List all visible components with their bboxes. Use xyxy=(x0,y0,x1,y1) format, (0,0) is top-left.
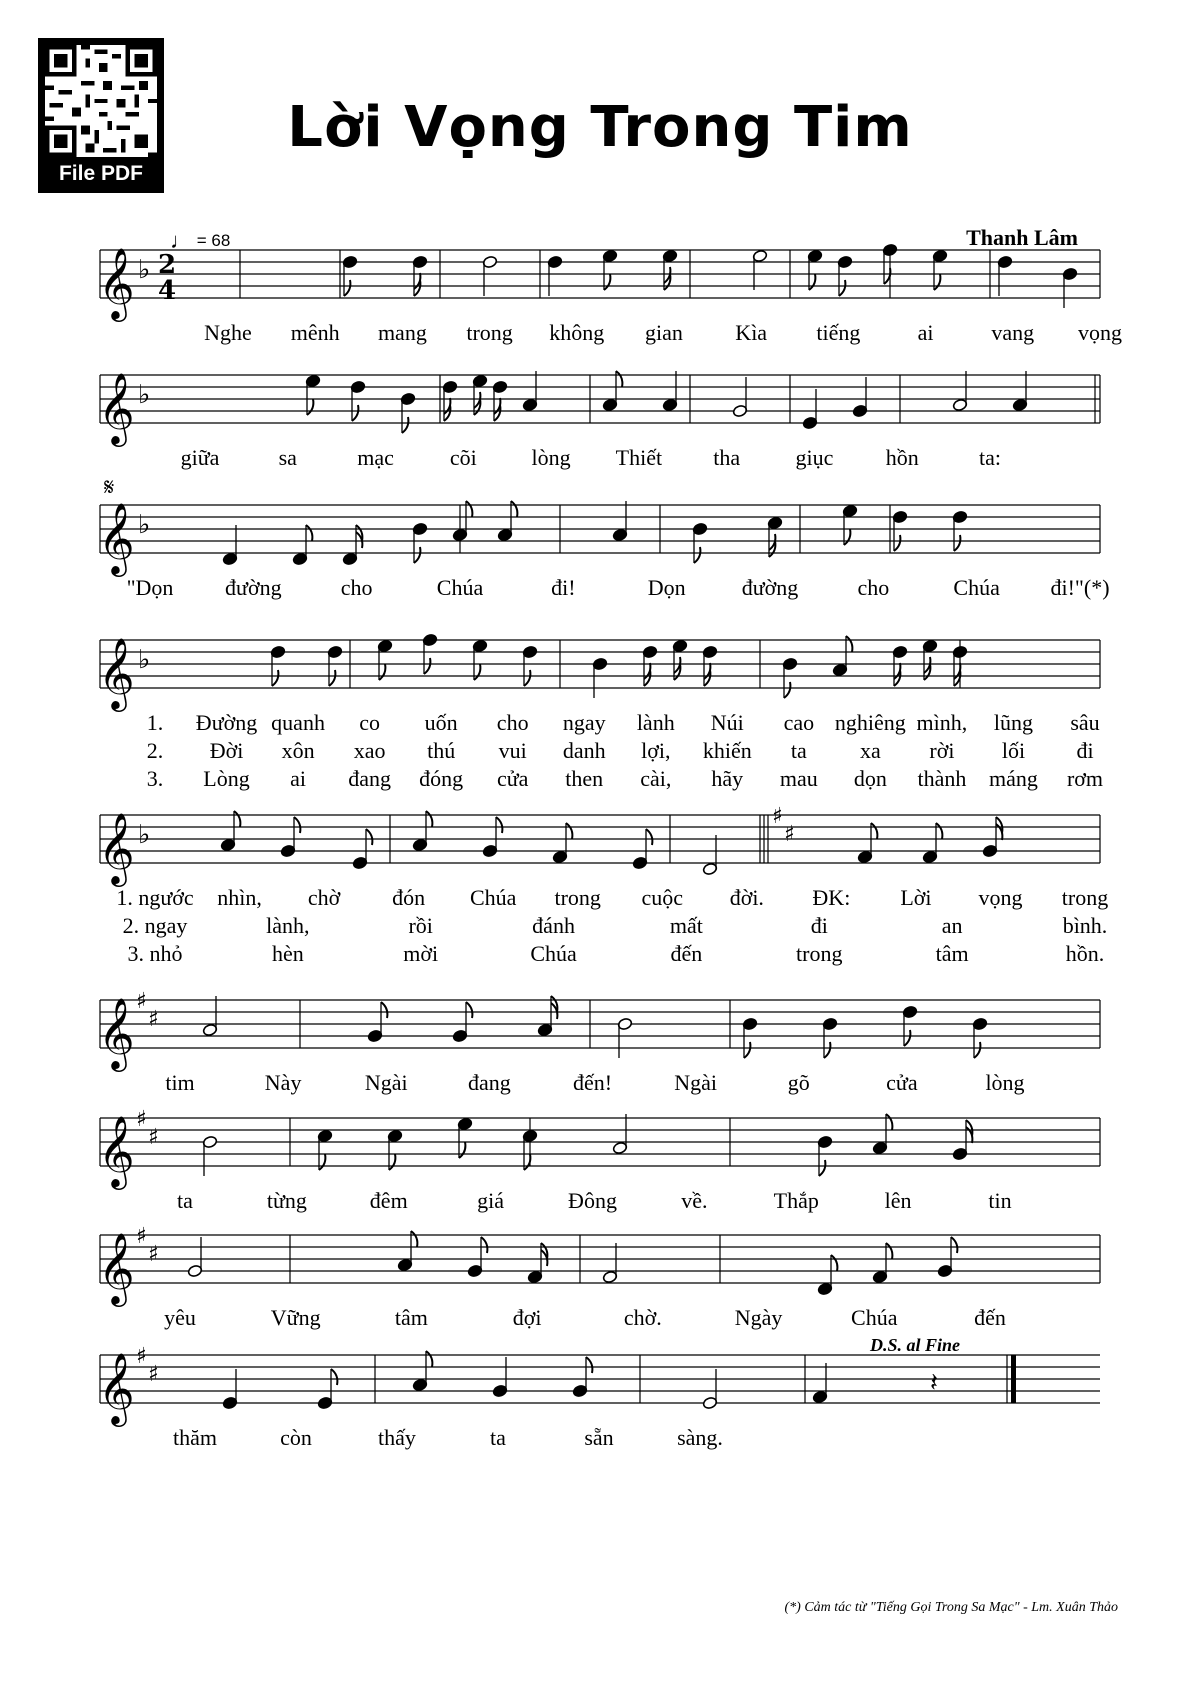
lyric-syllable: quanh xyxy=(271,710,325,735)
note-flag xyxy=(424,658,430,674)
lyric-syllable: tin xyxy=(988,1188,1012,1213)
lyric-syllable: Thắp xyxy=(773,1188,819,1213)
lyric-syllable: Ngài xyxy=(364,1070,408,1095)
sharp-icon: ♯ xyxy=(148,1007,159,1032)
lyric-syllable: từng xyxy=(266,1188,307,1213)
lyric-syllable: đánh xyxy=(532,913,575,938)
lyric-syllable: sâu xyxy=(1070,710,1100,735)
note-flag xyxy=(954,535,960,551)
sharp-icon: ♯ xyxy=(148,1362,159,1387)
treble-clef-icon: 𝄞 xyxy=(98,996,135,1069)
note-flag xyxy=(934,274,940,290)
lyric-syllable: về. xyxy=(681,1188,708,1213)
file-pdf-label: File PDF xyxy=(58,162,143,185)
lyric-syllable: lòng xyxy=(531,445,571,470)
lyric-syllable: đi! xyxy=(551,575,576,600)
lyric-syllable: giục xyxy=(795,445,834,470)
note-flag xyxy=(831,1255,837,1271)
lyric-syllable: gian xyxy=(645,320,683,345)
lyric-syllable: đợi xyxy=(512,1305,542,1330)
staff xyxy=(98,240,1100,319)
lyric-syllable: Núi xyxy=(710,710,744,735)
lyric-syllable: Vững xyxy=(270,1305,321,1330)
lyric-syllable: co xyxy=(359,710,380,735)
lyric-syllable: ta: xyxy=(979,445,1001,470)
lyric-syllable: trong xyxy=(796,941,843,966)
note-flag xyxy=(871,823,877,839)
lyric-syllable: tim xyxy=(165,1070,195,1095)
lyric-syllable: giá xyxy=(477,1188,505,1213)
lyric-syllable: 3. xyxy=(146,766,164,791)
note-flag xyxy=(886,1114,892,1130)
note-flag xyxy=(474,664,480,680)
lyric-syllable: ai xyxy=(917,320,934,345)
lyric-syllable: vui xyxy=(498,738,527,763)
composer: Thanh Lâm xyxy=(966,225,1078,250)
treble-clef-icon: 𝄞 xyxy=(98,636,135,709)
staff xyxy=(98,365,1100,444)
lyric-syllable: cõi xyxy=(449,445,477,470)
sharp-icon: ♯ xyxy=(148,1242,159,1267)
note-flag xyxy=(319,1154,325,1170)
lyric-syllable: mình, xyxy=(916,710,968,735)
note-flag xyxy=(411,1231,417,1247)
lyric-syllable: lòng xyxy=(985,1070,1025,1095)
lyric-syllable: xôn xyxy=(281,738,315,763)
lyric-syllable: đi xyxy=(1076,738,1094,763)
lyric-syllable: trong xyxy=(554,885,601,910)
note-flag xyxy=(306,525,312,541)
lyric-syllable: Chúa xyxy=(469,885,517,910)
lyric-syllable: chờ xyxy=(307,885,341,910)
lyric-syllable: khiến xyxy=(702,738,752,763)
treble-clef-icon: 𝄞 xyxy=(98,246,135,319)
lyric-syllable: rơm xyxy=(1066,766,1104,791)
lyric-syllable: máng xyxy=(989,766,1038,791)
note-flag xyxy=(566,823,572,839)
note-flag xyxy=(426,811,432,827)
lyric-syllable: then xyxy=(565,766,604,791)
lyric-syllable: ai xyxy=(290,766,307,791)
note-flag xyxy=(844,529,850,545)
lyric-syllable: lợi, xyxy=(641,738,671,763)
note-flag xyxy=(586,1357,592,1373)
lyric-syllable: gõ xyxy=(787,1070,810,1095)
lyric-syllable: cuộc xyxy=(641,885,684,910)
flat-icon: ♭ xyxy=(138,645,151,675)
lyric-syllable: chờ. xyxy=(623,1305,662,1330)
sharp-icon: ♯ xyxy=(136,989,147,1014)
lyric-syllable: hèn xyxy=(271,941,304,966)
staff xyxy=(98,473,1100,574)
quarter-note-icon: ♩ xyxy=(170,228,192,253)
lyric-syllable: cho xyxy=(496,710,529,735)
lyric-syllable: ta xyxy=(177,1188,193,1213)
lyric-syllable: 1. ngước xyxy=(116,885,194,910)
note-flag xyxy=(616,371,622,387)
lyric-syllable: "Dọn xyxy=(126,575,174,600)
lyric-syllable: vang xyxy=(991,320,1035,345)
note-flag xyxy=(426,1351,432,1367)
lyric-syllable: rồi xyxy=(408,913,433,938)
note-flag xyxy=(824,1042,830,1058)
lyric-syllable: còn xyxy=(280,1425,312,1450)
time-signature-top: 2 xyxy=(158,249,177,280)
note-flag xyxy=(352,405,358,421)
lyric-syllable: thú xyxy=(427,738,456,763)
lyric-syllable: cài, xyxy=(640,766,672,791)
lyric-syllable: không xyxy=(549,320,605,345)
lyric-syllable: hồn. xyxy=(1065,941,1105,966)
lyric-syllable: đến xyxy=(974,1305,1006,1330)
ds-al-fine-marking: D.S. al Fine xyxy=(870,1335,961,1355)
treble-clef-icon: 𝄞 xyxy=(98,501,135,574)
sharp-icon: ♯ xyxy=(148,1125,159,1150)
time-signature-bottom: 4 xyxy=(158,276,177,306)
flat-icon: ♭ xyxy=(138,510,151,540)
treble-clef-icon: 𝄞 xyxy=(98,1114,135,1187)
lyric-syllable: cho xyxy=(340,575,373,600)
lyric-syllable: đường xyxy=(741,575,799,600)
lyric-syllable: vọng xyxy=(978,885,1023,910)
lyric-syllable: lũng xyxy=(993,710,1034,735)
lyric-syllable: tâm xyxy=(935,941,969,966)
lyric-syllable: 1. xyxy=(146,710,164,735)
note-flag xyxy=(234,811,240,827)
lyric-syllable: Chúa xyxy=(953,575,1000,600)
tempo-value: = 68 xyxy=(196,231,231,250)
note-flag xyxy=(272,670,278,686)
note-flag xyxy=(524,670,530,686)
note-flag xyxy=(379,664,385,680)
lyric-syllable: Thiết xyxy=(615,445,663,470)
lyric-syllable: tâm xyxy=(394,1305,428,1330)
lyric-syllable: trong xyxy=(1061,885,1109,910)
note-flag xyxy=(511,501,517,517)
note-flag xyxy=(466,1002,472,1018)
lyric-syllable: ngay xyxy=(562,710,606,735)
treble-clef-icon: 𝄞 xyxy=(98,1231,135,1304)
staff xyxy=(98,804,1100,884)
note-flag xyxy=(974,1042,980,1058)
treble-clef-icon: 𝄞 xyxy=(98,811,135,884)
sharp-icon: ♯ xyxy=(136,1224,147,1249)
lyric-syllable: cửa xyxy=(886,1070,918,1095)
note-flag xyxy=(886,1243,892,1259)
note-flag xyxy=(402,417,408,433)
lyric-syllable: đang xyxy=(348,766,391,791)
note-flag xyxy=(894,535,900,551)
note-flag xyxy=(784,682,790,698)
lyric-syllable: Chúa xyxy=(851,1305,898,1330)
lyric-syllable: Kìa xyxy=(735,320,768,345)
flat-icon: ♭ xyxy=(138,820,151,850)
lyric-syllable: Ngày xyxy=(734,1305,783,1330)
note-flag xyxy=(466,501,472,517)
note-flag xyxy=(809,274,815,290)
lyric-syllable: đến! xyxy=(572,1070,613,1095)
rest-icon: 𝄽 xyxy=(930,1368,938,1398)
lyric-syllable: ĐK: xyxy=(812,885,851,910)
lyric-syllable: tha xyxy=(713,445,741,470)
lyric-syllable: Đông xyxy=(568,1188,617,1213)
treble-clef-icon: 𝄞 xyxy=(98,371,135,444)
lyric-syllable: ta xyxy=(490,1425,506,1450)
flat-icon: ♭ xyxy=(138,380,151,410)
lyric-syllable: Đời xyxy=(209,738,244,763)
lyric-syllable: Dọn xyxy=(647,575,686,600)
lyric-syllable: đóng xyxy=(419,766,464,791)
note-flag xyxy=(694,547,700,563)
staff xyxy=(98,1224,1100,1304)
lyric-syllable: mang xyxy=(377,320,427,345)
staff xyxy=(98,989,1100,1069)
lyric-syllable: lối xyxy=(1001,738,1026,763)
lyric-syllable: cao xyxy=(783,710,815,735)
sharp-icon: ♯ xyxy=(136,1107,147,1132)
lyric-syllable: đời. xyxy=(729,885,764,910)
lyric-syllable: an xyxy=(941,913,963,938)
note-flag xyxy=(414,547,420,563)
treble-clef-icon: 𝄞 xyxy=(98,1351,135,1424)
note-flag xyxy=(524,1154,530,1170)
footnote: (*) Cảm tác từ "Tiếng Gọi Trong Sa Mạc" - Lm. Xuân Thảo xyxy=(784,1600,1118,1615)
lyric-syllable: đường xyxy=(225,575,282,600)
staff xyxy=(98,630,1100,709)
lyric-syllable: đi xyxy=(810,913,828,938)
lyric-syllable: rời xyxy=(929,738,955,763)
lyric-syllable: hãy xyxy=(711,766,744,791)
lyric-syllable: cho xyxy=(857,575,890,600)
lyric-syllable: lành, xyxy=(266,913,310,938)
lyric-syllable: đến xyxy=(670,941,703,966)
lyric-syllable: xao xyxy=(353,738,386,763)
note-flag xyxy=(936,823,942,839)
lyric-syllable: Ngài xyxy=(674,1070,718,1095)
lyric-syllable: mênh xyxy=(290,320,340,345)
lyric-syllable: sẵn xyxy=(584,1425,614,1450)
lyric-syllable: đang xyxy=(467,1070,511,1095)
note-flag xyxy=(481,1237,487,1253)
segno-icon: 𝄋 xyxy=(104,473,115,501)
lyric-syllable: bình. xyxy=(1062,913,1108,938)
note-flag xyxy=(839,280,845,296)
lyric-syllable: danh xyxy=(562,738,606,763)
sharp-icon: ♯ xyxy=(772,804,783,829)
lyric-syllable: đi!"(*) xyxy=(1050,575,1110,600)
lyric-syllable: Đường xyxy=(195,710,258,735)
note-flag xyxy=(366,829,372,845)
lyric-syllable: lên xyxy=(884,1188,912,1213)
lyric-syllable: Chúa xyxy=(530,941,577,966)
note-flag xyxy=(604,274,610,290)
lyric-syllable: thăm xyxy=(173,1425,217,1450)
lyric-syllable: giữa xyxy=(180,445,220,470)
lyric-syllable: lành xyxy=(636,710,675,735)
lyric-syllable: nghiêng xyxy=(834,710,906,735)
lyric-syllable: thành xyxy=(917,766,967,791)
note-flag xyxy=(744,1042,750,1058)
note-flag xyxy=(331,1369,337,1385)
lyric-syllable: cửa xyxy=(496,766,529,791)
lyric-syllable: xa xyxy=(859,738,881,763)
lyric-syllable: Này xyxy=(264,1070,302,1095)
note-flag xyxy=(646,829,652,845)
lyric-syllable: Lòng xyxy=(203,766,250,791)
lyric-syllable: yêu xyxy=(164,1305,196,1330)
note-flag xyxy=(459,1142,465,1158)
note-flag xyxy=(294,817,300,833)
sharp-icon: ♯ xyxy=(136,1344,147,1369)
note-flag xyxy=(344,280,350,296)
lyric-syllable: đón xyxy=(392,885,426,910)
note-flag xyxy=(329,670,335,686)
lyric-syllable: trong xyxy=(466,320,513,345)
lyric-syllable: tiếng xyxy=(816,320,861,345)
note-flag xyxy=(389,1154,395,1170)
lyric-syllable: vọng xyxy=(1078,320,1122,345)
lyric-syllable: uốn xyxy=(424,710,458,735)
lyric-syllable: hồn xyxy=(885,445,919,470)
sharp-icon: ♯ xyxy=(784,822,795,847)
lyric-syllable: Chúa xyxy=(436,575,484,600)
note-flag xyxy=(904,1030,910,1046)
note-flag xyxy=(819,1160,825,1176)
lyric-syllable: 2. ngay xyxy=(122,913,188,938)
song-title: Lời Vọng Trong Tim xyxy=(287,95,913,160)
note-flag xyxy=(496,817,502,833)
lyric-syllable: thấy xyxy=(378,1425,416,1450)
lyric-syllable: mạc xyxy=(357,445,394,470)
lyric-syllable: 2. xyxy=(146,738,164,763)
note-flag xyxy=(307,399,313,415)
lyric-syllable: sa xyxy=(278,445,297,470)
lyric-syllable: đêm xyxy=(369,1188,408,1213)
lyric-syllable: mời xyxy=(403,941,439,966)
lyric-syllable: Lời xyxy=(900,885,932,910)
lyric-syllable: mất xyxy=(669,913,703,938)
lyric-syllable: ta xyxy=(790,738,807,763)
lyric-syllable: dọn xyxy=(853,766,887,791)
note-flag xyxy=(381,1002,387,1018)
lyric-syllable: nhìn, xyxy=(217,885,262,910)
note-flag xyxy=(951,1237,957,1253)
lyric-syllable: 3. nhỏ xyxy=(127,941,183,966)
lyric-syllable: Nghe xyxy=(204,320,252,345)
lyric-syllable: mau xyxy=(779,766,818,791)
flat-icon: ♭ xyxy=(138,255,151,285)
lyric-syllable: sàng. xyxy=(677,1425,723,1450)
note-flag xyxy=(846,636,852,652)
staff xyxy=(98,1107,1100,1187)
